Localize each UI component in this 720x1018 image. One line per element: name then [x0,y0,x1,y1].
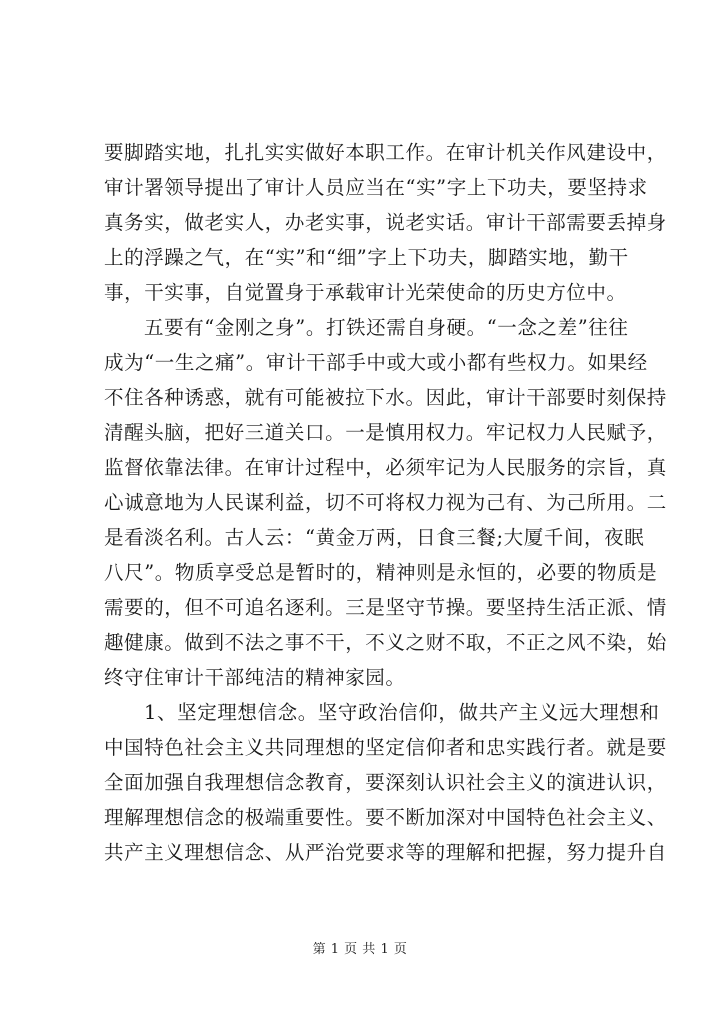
text-line: 成为“一生之痛”。审计干部手中或大或小都有些权力。如果经 [104,351,648,374]
paragraph [104,695,667,870]
text-line: 八尺”。物质享受总是暂时的，精神则是永恒的，必要的物质是 [104,561,658,584]
text-line: 趣健康。做到不法之事不干，不义之财不取，不正之风不染，始 [104,631,667,654]
text-line: 真务实，做老实人，办老实事，说老实话。审计干部需要丢掉身 [104,211,667,234]
text-line: 上的浮躁之气，在“实”和“细”字上下功夫，脚踏实地，勤干 [104,246,629,269]
text-line: 心诚意地为人民谋利益，切不可将权力视为己有、为己所用。二 [104,491,667,514]
text-line: 事，干实事，自觉置身于承载审计光荣使命的历史方位中。 [104,281,627,304]
text-line: 全面加强自我理想信念教育，要深刻认识社会主义的演进认识， [104,771,667,794]
page-footer: 第 1 页 共 1 页 [312,942,408,957]
paragraph [104,135,667,310]
text-line: 需要的，但不可追名逐利。三是坚守节操。要坚持生活正派、情 [104,596,667,619]
text-line: 1、坚定理想信念。坚守政治信仰，做共产主义远大理想和 [144,701,660,724]
document-body [104,135,667,870]
text-line: 要脚踏实地，扎扎实实做好本职工作。在审计机关作风建设中， [104,141,667,164]
text-line: 中国特色社会主义共同理想的坚定信仰者和忠实践行者。就是要 [104,736,667,759]
text-line: 不住各种诱惑，就有可能被拉下水。因此，审计干部要时刻保持 [104,386,667,409]
paragraph [104,310,667,695]
text-line: 理解理想信念的极端重要性。要不断加深对中国特色社会主义、 [104,806,667,829]
text-line: 是看淡名利。古人云：“黄金万两，日食三餐;大厦千间，夜眠 [104,526,645,549]
text-line: 五要有“金刚之身”。打铁还需自身硬。“一念之差”往往 [144,316,629,339]
text-line: 清醒头脑，把好三道关口。一是慎用权力。牢记权力人民赋予， [104,421,667,444]
text-line: 共产主义理想信念、从严治党要求等的理解和把握，努力提升自 [104,841,667,864]
text-line: 终守住审计干部纯洁的精神家园。 [104,666,406,689]
text-line: 监督依靠法律。在审计过程中，必须牢记为人民服务的宗旨，真 [104,456,667,479]
text-line: 审计署领导提出了审计人员应当在“实”字上下功夫，要坚持求 [104,176,648,199]
